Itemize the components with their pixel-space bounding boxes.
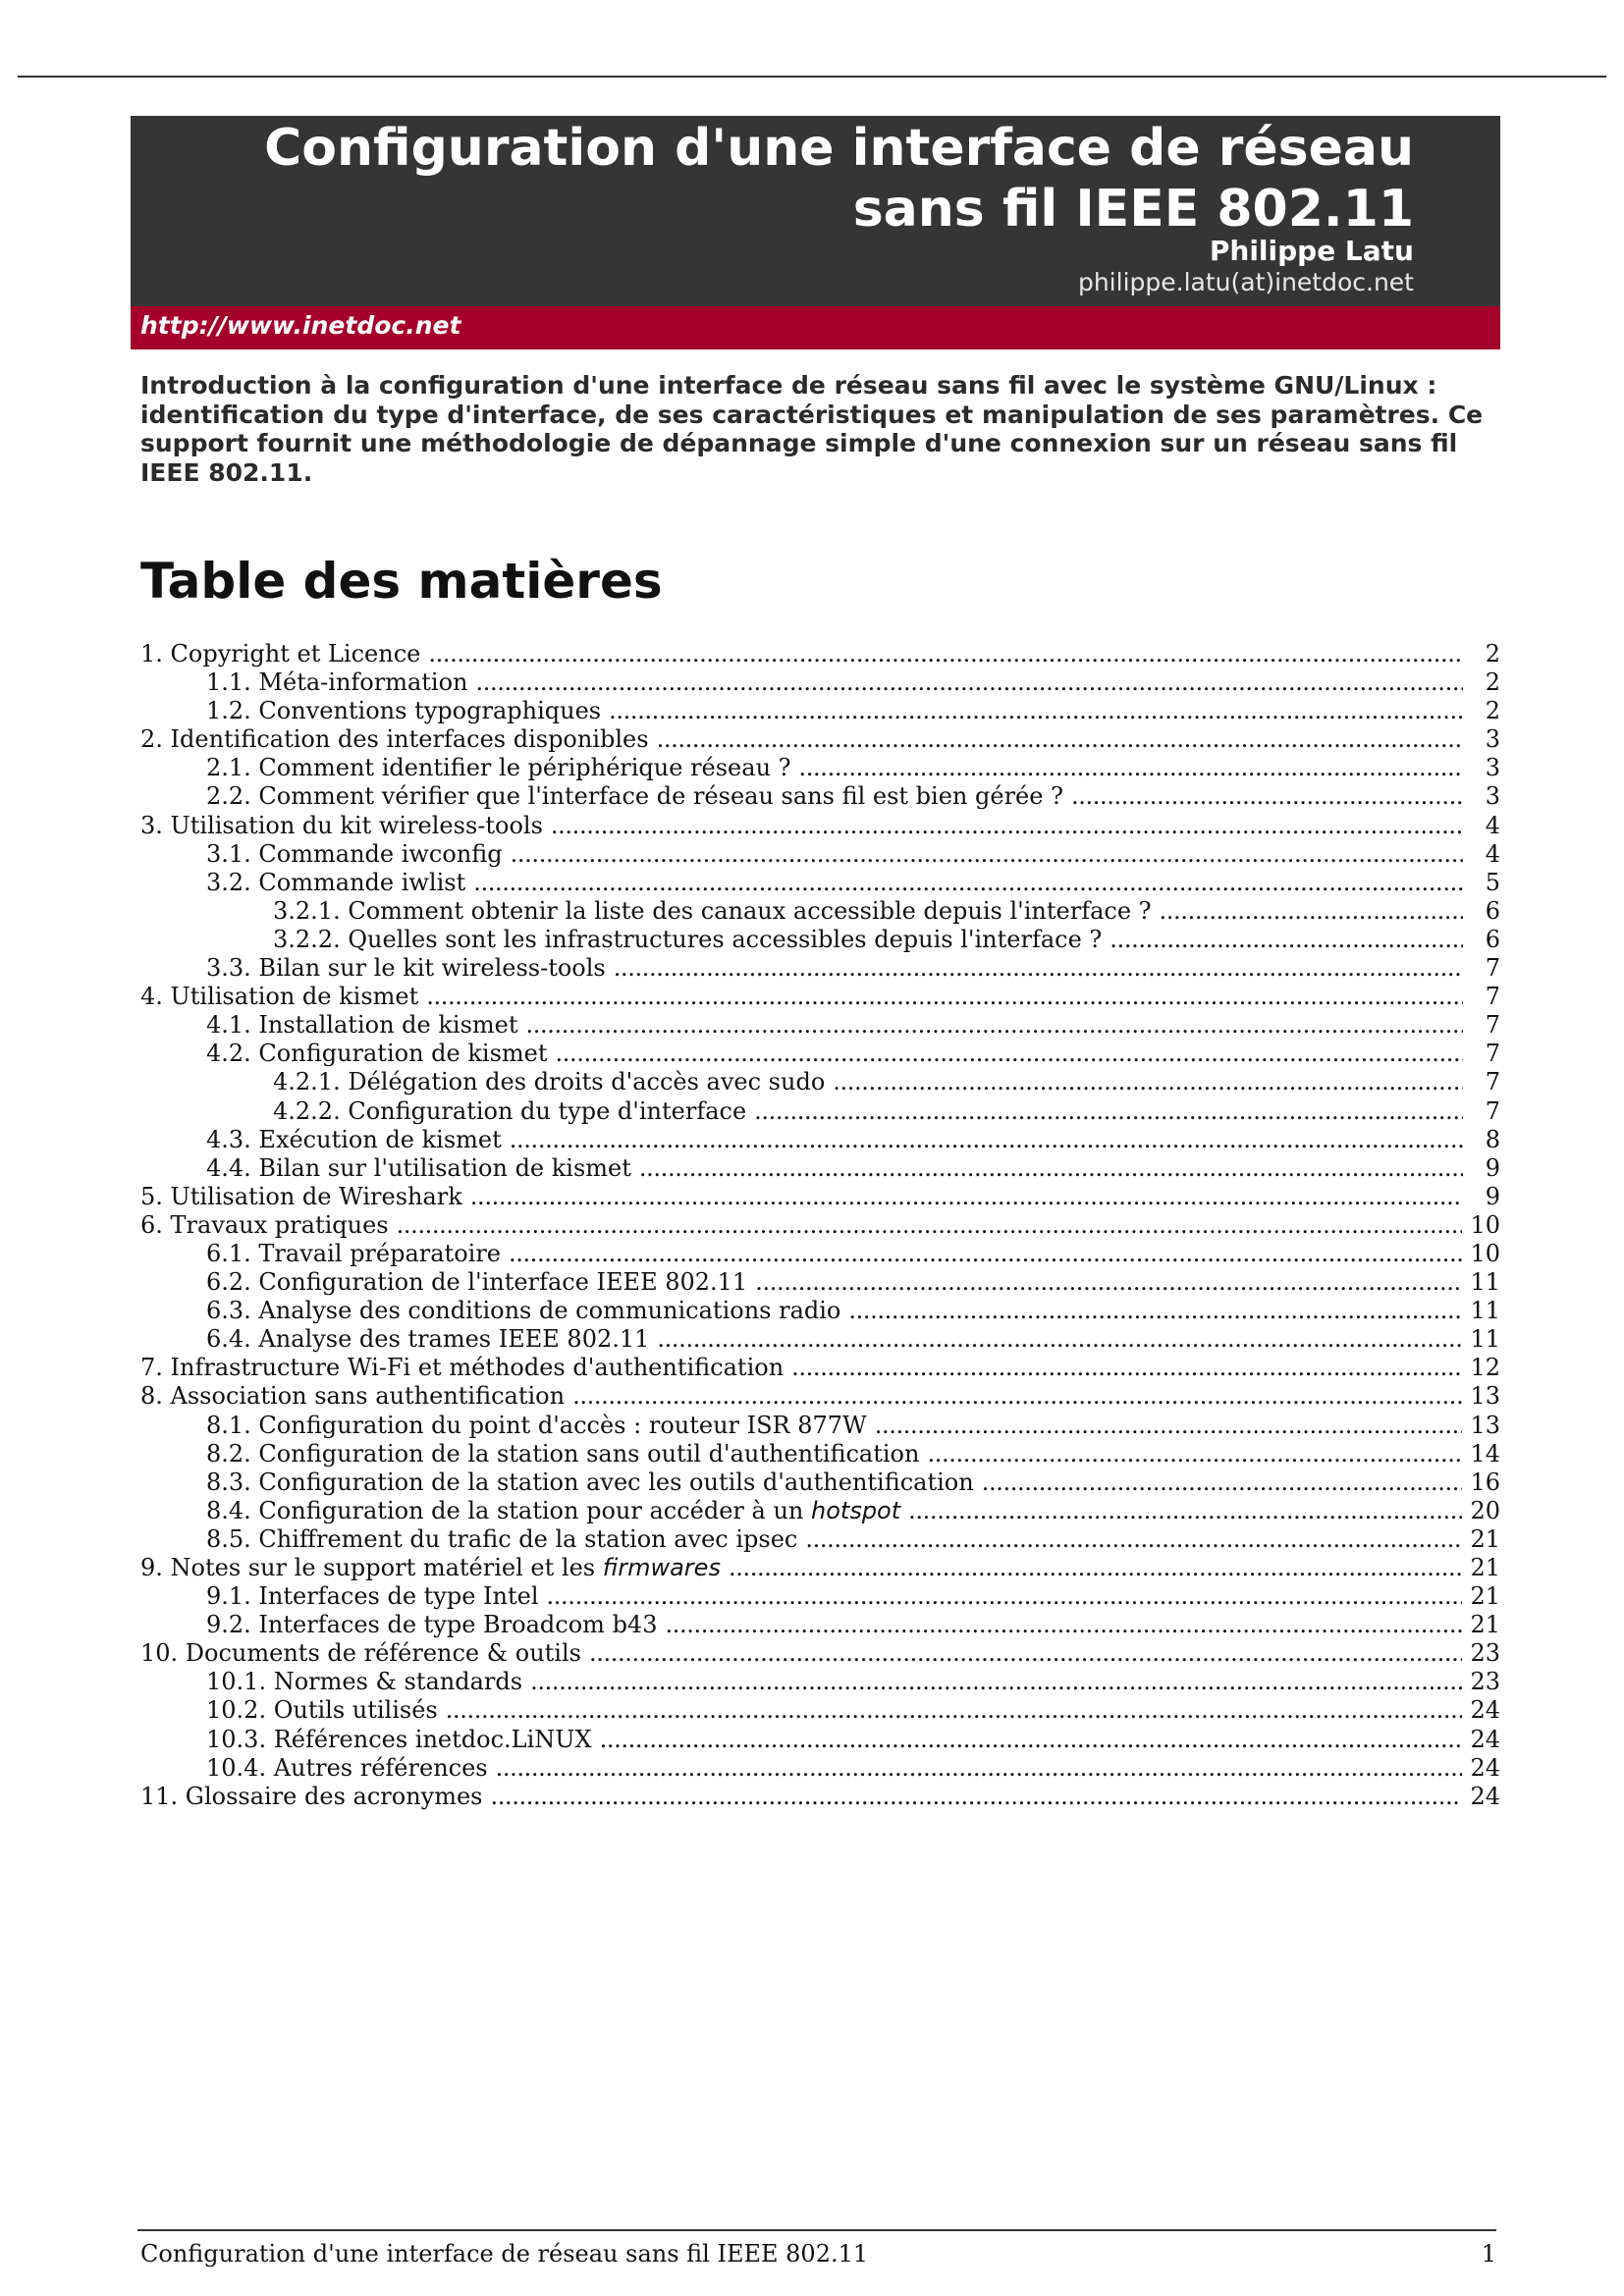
toc-entry-page: 7 bbox=[1485, 954, 1500, 983]
toc-entry[interactable] bbox=[140, 668, 1500, 697]
toc-entry[interactable] bbox=[140, 1211, 1500, 1240]
toc-entry-label[interactable]: 8.5. Chiffrement du trafic de la station avec ipsec bbox=[206, 1524, 798, 1553]
author-name: Philippe Latu bbox=[1209, 235, 1414, 267]
toc-dot-leader bbox=[397, 1211, 1463, 1240]
toc-dot-leader bbox=[729, 1554, 1463, 1582]
toc-entry-label[interactable]: 2. Identification des interfaces disponibles bbox=[140, 725, 649, 754]
toc-dot-leader bbox=[833, 1068, 1463, 1096]
toc-entry[interactable] bbox=[140, 1325, 1500, 1354]
toc-dot-leader bbox=[908, 1497, 1462, 1525]
toc-entry-page: 3 bbox=[1485, 782, 1500, 811]
toc-entry[interactable] bbox=[140, 1297, 1500, 1325]
toc-dot-leader bbox=[1071, 782, 1463, 811]
toc-entry-page: 7 bbox=[1485, 1011, 1500, 1040]
toc-entry[interactable] bbox=[140, 1468, 1500, 1497]
toc-dot-leader bbox=[509, 1240, 1462, 1268]
toc-dot-leader bbox=[754, 1097, 1463, 1126]
toc-dot-leader bbox=[428, 640, 1463, 668]
toc-entry[interactable] bbox=[140, 1097, 1500, 1126]
toc-dot-leader bbox=[791, 1354, 1462, 1382]
toc-entry[interactable] bbox=[140, 1440, 1500, 1468]
toc-entry-label[interactable]: 9. Notes sur le support matériel et les firmwares bbox=[140, 1554, 721, 1581]
toc-entry-page: 4 bbox=[1485, 839, 1500, 868]
toc-entry-page: 13 bbox=[1470, 1411, 1500, 1439]
toc-entry-label[interactable]: 6.2. Configuration de l'interface IEEE 802.11 bbox=[206, 1268, 748, 1297]
toc-entry[interactable] bbox=[140, 1412, 1500, 1440]
toc-entry-page: 21 bbox=[1470, 1582, 1500, 1611]
toc-entry[interactable] bbox=[140, 1126, 1500, 1154]
toc-entry[interactable] bbox=[140, 869, 1500, 897]
toc-entry[interactable] bbox=[140, 1382, 1500, 1411]
toc-entry-label[interactable]: 8.1. Configuration du point d'accès : routeur ISR 877W bbox=[206, 1411, 867, 1439]
toc-entry[interactable] bbox=[140, 954, 1500, 983]
toc-dot-leader bbox=[589, 1639, 1462, 1668]
toc-entry[interactable] bbox=[140, 1240, 1500, 1268]
toc-entry-label[interactable]: 2.2. Comment vérifier que l'interface de réseau sans fil est bien gérée ? bbox=[206, 782, 1063, 811]
toc-entry[interactable] bbox=[140, 1183, 1500, 1211]
toc-entry-label[interactable]: 5. Utilisation de Wireshark bbox=[140, 1182, 462, 1210]
toc-dot-leader bbox=[848, 1297, 1462, 1325]
toc-entry-label[interactable]: 4.1. Installation de kismet bbox=[206, 1011, 518, 1040]
toc-entry-page: 16 bbox=[1470, 1468, 1500, 1496]
toc-entry-page: 21 bbox=[1470, 1524, 1500, 1553]
toc-entry-page: 24 bbox=[1470, 1725, 1500, 1753]
toc-entry-label[interactable]: 4.2.2. Configuration du type d'interface bbox=[273, 1096, 747, 1125]
toc-dot-leader bbox=[927, 1440, 1462, 1468]
toc-entry[interactable] bbox=[140, 926, 1500, 954]
toc-entry[interactable] bbox=[140, 697, 1500, 725]
toc-entry[interactable] bbox=[140, 840, 1500, 869]
toc-dot-leader bbox=[476, 668, 1464, 697]
toc-entry-page: 23 bbox=[1470, 1639, 1500, 1668]
toc-dot-leader bbox=[426, 983, 1463, 1011]
abstract: Introduction à la configuration d'une interface de réseau sans fil avec le système GNU/Linux : identification du type d'interface, de ses caractéristiques et manipulation de ses paramètres. Ce support fournit une méthodologie de dépannage simple d'une connexion sur un réseau sans fil IEEE 802.11. bbox=[140, 371, 1484, 487]
toc-dot-leader bbox=[511, 840, 1463, 869]
toc-dot-leader bbox=[805, 1525, 1462, 1554]
author-email: philippe.latu(at)inetdoc.net bbox=[1077, 268, 1414, 296]
toc-entry-page: 8 bbox=[1485, 1125, 1500, 1153]
toc-entry-label[interactable]: 4.2. Configuration de kismet bbox=[206, 1040, 548, 1068]
toc-entry-page: 3 bbox=[1485, 725, 1500, 754]
toc-dot-leader bbox=[510, 1126, 1463, 1154]
toc-entry-label[interactable]: 10.3. Références inetdoc.LiNUX bbox=[206, 1725, 592, 1753]
toc-dot-leader bbox=[473, 869, 1463, 897]
toc-dot-leader bbox=[530, 1668, 1462, 1696]
toc-entry-page: 7 bbox=[1485, 1096, 1500, 1125]
toc-entry[interactable] bbox=[140, 754, 1500, 782]
toc-entry-label[interactable]: 3.2.1. Comment obtenir la liste des canaux accessible depuis l'interface ? bbox=[273, 896, 1152, 925]
toc-entry[interactable] bbox=[140, 1497, 1500, 1525]
toc-dot-leader bbox=[446, 1696, 1463, 1725]
toc-dot-leader bbox=[551, 812, 1463, 840]
toc-heading: Table des matières bbox=[140, 553, 663, 610]
toc-entry-label[interactable]: 4.2.1. Délégation des droits d'accès avec sudo bbox=[273, 1068, 826, 1096]
toc-entry-page: 7 bbox=[1485, 1040, 1500, 1068]
toc-entry-label[interactable]: 3.3. Bilan sur le kit wireless-tools bbox=[206, 954, 606, 983]
toc-entry-page: 6 bbox=[1485, 925, 1500, 953]
toc-entry-label[interactable]: 1.2. Conventions typographiques bbox=[206, 697, 602, 725]
toc-entry-page: 21 bbox=[1470, 1554, 1500, 1581]
toc-entry-label[interactable]: 4. Utilisation de kismet bbox=[140, 983, 419, 1011]
toc-entry-page: 14 bbox=[1470, 1439, 1500, 1468]
toc-dot-leader bbox=[600, 1726, 1463, 1754]
toc-entry-page: 13 bbox=[1470, 1382, 1500, 1411]
toc-dot-leader bbox=[799, 754, 1463, 782]
toc-dot-leader bbox=[657, 725, 1463, 754]
toc-entry-label[interactable]: 4.4. Bilan sur l'utilisation de kismet bbox=[206, 1153, 631, 1182]
site-link[interactable]: http://www.inetdoc.net bbox=[140, 311, 461, 340]
toc-entry-label[interactable]: 3.2.2. Quelles sont les infrastructures accessibles depuis l'interface ? bbox=[273, 925, 1103, 953]
toc-entry-label[interactable]: 8.3. Configuration de la station avec les outils d'authentification bbox=[206, 1468, 974, 1496]
table-of-contents bbox=[140, 640, 1500, 1811]
toc-entry-page: 20 bbox=[1470, 1496, 1500, 1524]
toc-dot-leader bbox=[1110, 926, 1463, 954]
toc-entry-page: 11 bbox=[1470, 1297, 1500, 1325]
toc-entry-label[interactable]: 4.3. Exécution de kismet bbox=[206, 1125, 502, 1153]
toc-entry-page: 24 bbox=[1470, 1696, 1500, 1725]
toc-entry-page: 2 bbox=[1485, 668, 1500, 697]
toc-dot-leader bbox=[525, 1011, 1463, 1040]
toc-dot-leader bbox=[609, 697, 1463, 725]
toc-dot-leader bbox=[556, 1040, 1464, 1068]
toc-entry-label[interactable]: 3.1. Commande iwconfig bbox=[206, 839, 503, 868]
toc-entry-page: 9 bbox=[1485, 1182, 1500, 1210]
toc-entry[interactable] bbox=[140, 897, 1500, 926]
toc-dot-leader bbox=[755, 1268, 1462, 1297]
toc-dot-leader bbox=[1160, 897, 1463, 926]
toc-entry[interactable] bbox=[140, 1726, 1500, 1754]
footer-rule bbox=[137, 2229, 1496, 2231]
toc-entry[interactable] bbox=[140, 725, 1500, 754]
toc-entry-page: 9 bbox=[1485, 1153, 1500, 1182]
toc-entry-label[interactable]: 3.2. Commande iwlist bbox=[206, 868, 466, 896]
toc-dot-leader bbox=[875, 1412, 1463, 1440]
toc-entry-page: 24 bbox=[1470, 1782, 1500, 1810]
toc-entry-page: 10 bbox=[1470, 1239, 1500, 1267]
toc-dot-leader bbox=[547, 1582, 1463, 1611]
toc-dot-leader bbox=[614, 954, 1463, 983]
toc-entry-label[interactable]: 11. Glossaire des acronymes bbox=[140, 1782, 483, 1810]
toc-entry-label[interactable]: 1.1. Méta-information bbox=[206, 668, 468, 697]
toc-entry[interactable] bbox=[140, 1639, 1500, 1668]
toc-entry-label[interactable]: 3. Utilisation du kit wireless-tools bbox=[140, 811, 543, 839]
toc-entry-page: 2 bbox=[1485, 640, 1500, 667]
document-title: Configuration d'une interface de réseau sans fil IEEE 802.11 bbox=[264, 119, 1414, 239]
toc-entry-label[interactable]: 1. Copyright et Licence bbox=[140, 640, 421, 667]
toc-entry-label[interactable]: 9.1. Interfaces de type Intel bbox=[206, 1582, 539, 1611]
toc-entry-label[interactable]: 6.1. Travail préparatoire bbox=[206, 1239, 501, 1267]
toc-entry[interactable] bbox=[140, 1354, 1500, 1382]
toc-entry[interactable] bbox=[140, 1040, 1500, 1068]
toc-dot-leader bbox=[470, 1183, 1463, 1211]
toc-entry[interactable] bbox=[140, 1754, 1500, 1783]
toc-entry-page: 7 bbox=[1485, 983, 1500, 1011]
toc-entry-label[interactable]: 10.2. Outils utilisés bbox=[206, 1696, 438, 1725]
toc-entry[interactable] bbox=[140, 782, 1500, 811]
toc-entry-label[interactable]: 10.4. Autres références bbox=[206, 1753, 488, 1782]
toc-entry[interactable] bbox=[140, 1154, 1500, 1183]
toc-entry-page: 23 bbox=[1470, 1668, 1500, 1696]
toc-entry-page: 2 bbox=[1485, 697, 1500, 725]
toc-entry-label[interactable]: 6.3. Analyse des conditions de communications radio bbox=[206, 1297, 841, 1325]
toc-dot-leader bbox=[982, 1468, 1463, 1497]
toc-entry-page: 11 bbox=[1470, 1268, 1500, 1297]
toc-entry-page: 11 bbox=[1470, 1325, 1500, 1354]
toc-emphasis: hotspot bbox=[811, 1496, 901, 1524]
toc-dot-leader bbox=[496, 1754, 1463, 1783]
toc-entry[interactable] bbox=[140, 1783, 1500, 1811]
toc-entry[interactable] bbox=[140, 812, 1500, 840]
toc-entry-label[interactable]: 8. Association sans authentification bbox=[140, 1382, 566, 1411]
toc-entry-page: 24 bbox=[1470, 1753, 1500, 1782]
toc-entry[interactable] bbox=[140, 1554, 1500, 1582]
toc-dot-leader bbox=[657, 1325, 1462, 1354]
toc-entry-page: 3 bbox=[1485, 754, 1500, 782]
toc-entry-label[interactable]: 9.2. Interfaces de type Broadcom b43 bbox=[206, 1611, 658, 1639]
title-banner bbox=[131, 116, 1500, 306]
toc-dot-leader bbox=[572, 1382, 1462, 1411]
footer-page-number: 1 bbox=[1481, 2240, 1496, 2268]
toc-entry[interactable] bbox=[140, 640, 1500, 668]
toc-entry[interactable] bbox=[140, 1668, 1500, 1696]
toc-emphasis: firmwares bbox=[602, 1554, 721, 1581]
top-rule bbox=[18, 76, 1606, 78]
toc-dot-leader bbox=[491, 1783, 1463, 1811]
toc-entry-label[interactable]: 10.1. Normes & standards bbox=[206, 1668, 523, 1696]
footer-title: Configuration d'une interface de réseau sans fil IEEE 802.11 bbox=[140, 2240, 869, 2268]
toc-entry-label[interactable]: 8.2. Configuration de la station sans outil d'authentification bbox=[206, 1439, 920, 1468]
toc-entry[interactable] bbox=[140, 1696, 1500, 1725]
toc-entry-page: 4 bbox=[1485, 811, 1500, 839]
toc-dot-leader bbox=[665, 1611, 1462, 1639]
toc-entry-page: 5 bbox=[1485, 868, 1500, 896]
toc-entry-label[interactable]: 8.4. Configuration de la station pour accéder à un hotspot bbox=[206, 1496, 901, 1524]
toc-entry-label[interactable]: 6.4. Analyse des trames IEEE 802.11 bbox=[206, 1325, 650, 1354]
toc-entry-page: 10 bbox=[1470, 1210, 1500, 1239]
toc-entry-page: 21 bbox=[1470, 1611, 1500, 1639]
toc-entry-page: 7 bbox=[1485, 1068, 1500, 1096]
toc-entry-label[interactable]: 6. Travaux pratiques bbox=[140, 1210, 389, 1239]
toc-entry-label[interactable]: 7. Infrastructure Wi-Fi et méthodes d'authentification bbox=[140, 1354, 785, 1382]
toc-entry-page: 12 bbox=[1470, 1354, 1500, 1382]
toc-entry[interactable] bbox=[140, 1525, 1500, 1554]
toc-entry[interactable] bbox=[140, 1611, 1500, 1639]
toc-entry[interactable] bbox=[140, 1068, 1500, 1096]
toc-entry-label[interactable]: 2.1. Comment identifier le périphérique réseau ? bbox=[206, 754, 791, 782]
toc-entry[interactable] bbox=[140, 983, 1500, 1011]
toc-entry[interactable] bbox=[140, 1268, 1500, 1297]
toc-entry-page: 6 bbox=[1485, 896, 1500, 925]
url-bar bbox=[131, 306, 1500, 349]
toc-entry[interactable] bbox=[140, 1011, 1500, 1040]
toc-entry-label[interactable]: 10. Documents de référence & outils bbox=[140, 1639, 581, 1668]
toc-dot-leader bbox=[639, 1154, 1463, 1183]
toc-entry[interactable] bbox=[140, 1582, 1500, 1611]
